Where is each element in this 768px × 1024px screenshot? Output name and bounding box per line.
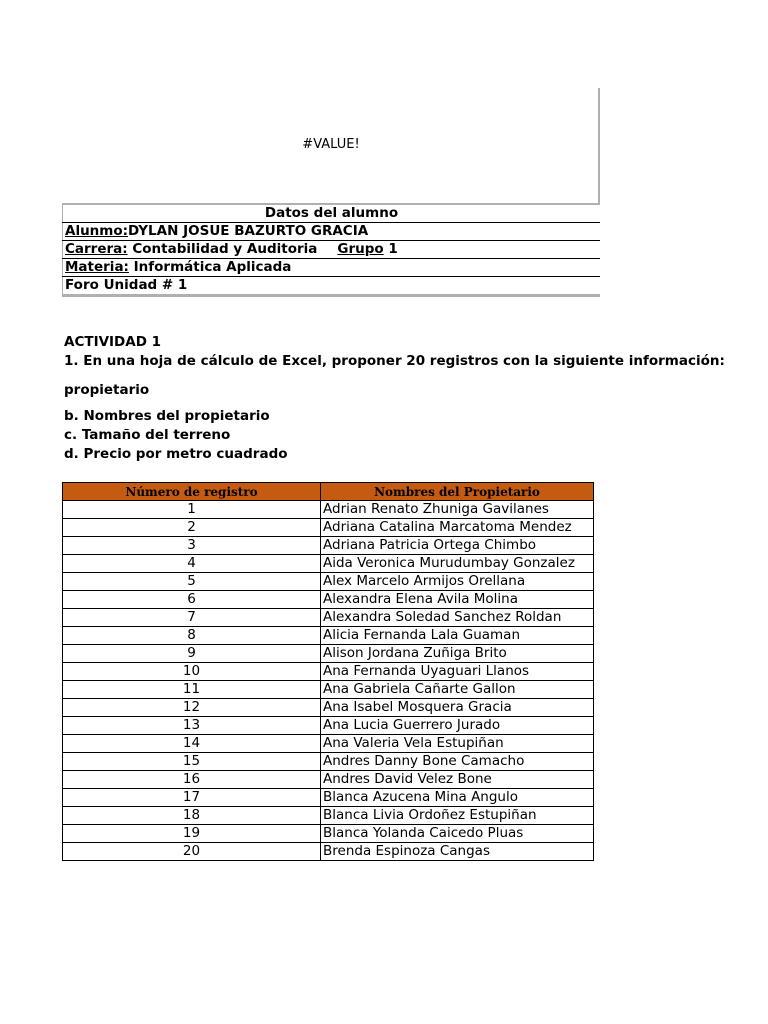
owner-name-cell: Ana Fernanda Uyaguari Llanos xyxy=(321,663,594,681)
grupo-label: Grupo xyxy=(337,241,384,257)
table-row xyxy=(63,807,594,825)
record-number-cell: 2 xyxy=(63,519,321,537)
formula-cell-box xyxy=(62,88,600,204)
owner-name-cell: Adriana Patricia Ortega Chimbo xyxy=(321,537,594,555)
student-info-table xyxy=(62,203,600,297)
table-row xyxy=(63,645,594,663)
owner-name-cell: Blanca Yolanda Caicedo Pluas xyxy=(321,825,594,843)
table-row xyxy=(63,735,594,753)
table-row xyxy=(63,501,594,519)
header-owner-names: Nombres del Propietario xyxy=(321,483,594,501)
owner-name-cell: Alicia Fernanda Lala Guaman xyxy=(321,627,594,645)
record-number-cell: 15 xyxy=(63,753,321,771)
record-number-cell: 14 xyxy=(63,735,321,753)
grupo-value: 1 xyxy=(383,241,398,257)
table-row xyxy=(63,591,594,609)
alumno-label: Alunmo: xyxy=(65,223,129,239)
record-number-cell: 7 xyxy=(63,609,321,627)
carrera-value: Contabilidad y Auditoria xyxy=(127,241,318,257)
table-row xyxy=(63,843,594,861)
owner-name-cell: Adrian Renato Zhuniga Gavilanes xyxy=(321,501,594,519)
owner-name-cell: Aida Veronica Murudumbay Gonzalez xyxy=(321,555,594,573)
alumno-row xyxy=(63,223,601,241)
table-row xyxy=(63,681,594,699)
record-number-cell: 19 xyxy=(63,825,321,843)
alumno-value: DYLAN JOSUE BAZURTO GRACIA xyxy=(128,223,369,239)
record-number-cell: 20 xyxy=(63,843,321,861)
record-number-cell: 11 xyxy=(63,681,321,699)
student-info-header-row xyxy=(63,204,601,223)
owner-name-cell: Blanca Azucena Mina Angulo xyxy=(321,789,594,807)
record-number-cell: 6 xyxy=(63,591,321,609)
table-row xyxy=(63,573,594,591)
header-record-number: Número de registro xyxy=(63,483,321,501)
owner-name-cell: Alexandra Soledad Sanchez Roldan xyxy=(321,609,594,627)
record-number-cell: 5 xyxy=(63,573,321,591)
records-table xyxy=(62,482,594,861)
table-row xyxy=(63,609,594,627)
owner-name-cell: Ana Gabriela Cañarte Gallon xyxy=(321,681,594,699)
foro-text: Foro Unidad # 1 xyxy=(63,277,601,296)
table-row xyxy=(63,699,594,717)
owner-name-cell: Andres Danny Bone Camacho xyxy=(321,753,594,771)
table-row xyxy=(63,537,594,555)
owner-name-cell: Ana Lucia Guerrero Jurado xyxy=(321,717,594,735)
owner-name-cell: Alexandra Elena Avila Molina xyxy=(321,591,594,609)
record-number-cell: 18 xyxy=(63,807,321,825)
table-row xyxy=(63,663,594,681)
record-number-cell: 1 xyxy=(63,501,321,519)
owner-name-cell: Andres David Velez Bone xyxy=(321,771,594,789)
record-number-cell: 4 xyxy=(63,555,321,573)
records-header-row xyxy=(63,483,594,501)
foro-row xyxy=(63,277,601,296)
table-row xyxy=(63,771,594,789)
owner-name-cell: Adriana Catalina Marcatoma Mendez xyxy=(321,519,594,537)
record-number-cell: 3 xyxy=(63,537,321,555)
records-body xyxy=(63,501,594,861)
activity-instruction-cont: propietario xyxy=(64,382,150,398)
table-row xyxy=(63,519,594,537)
table-row xyxy=(63,753,594,771)
materia-row xyxy=(63,259,601,277)
record-number-cell: 10 xyxy=(63,663,321,681)
materia-label: Materia: xyxy=(65,259,129,275)
table-row xyxy=(63,825,594,843)
activity-instruction: 1. En una hoja de cálculo de Excel, proponer 20 registros con la siguiente información: xyxy=(64,353,725,369)
table-row xyxy=(63,555,594,573)
table-row xyxy=(63,717,594,735)
record-number-cell: 12 xyxy=(63,699,321,717)
table-row xyxy=(63,789,594,807)
owner-name-cell: Ana Valeria Vela Estupiñan xyxy=(321,735,594,753)
activity-item-b: b. Nombres del propietario xyxy=(64,408,270,424)
record-number-cell: 8 xyxy=(63,627,321,645)
record-number-cell: 17 xyxy=(63,789,321,807)
owner-name-cell: Blanca Livia Ordoñez Estupiñan xyxy=(321,807,594,825)
record-number-cell: 13 xyxy=(63,717,321,735)
carrera-row xyxy=(63,241,601,259)
value-error-text: #VALUE! xyxy=(302,137,360,152)
owner-name-cell: Brenda Espinoza Cangas xyxy=(321,843,594,861)
activity-item-d: d. Precio por metro cuadrado xyxy=(64,446,288,462)
record-number-cell: 16 xyxy=(63,771,321,789)
owner-name-cell: Alison Jordana Zuñiga Brito xyxy=(321,645,594,663)
section-title: Datos del alumno xyxy=(63,204,601,223)
activity-section xyxy=(64,333,725,464)
carrera-label: Carrera: xyxy=(65,241,128,257)
activity-item-c: c. Tamaño del terreno xyxy=(64,427,231,443)
activity-title: ACTIVIDAD 1 xyxy=(64,334,162,350)
materia-value: Informática Aplicada xyxy=(128,259,292,275)
record-number-cell: 9 xyxy=(63,645,321,663)
owner-name-cell: Ana Isabel Mosquera Gracia xyxy=(321,699,594,717)
owner-name-cell: Alex Marcelo Armijos Orellana xyxy=(321,573,594,591)
table-row xyxy=(63,627,594,645)
